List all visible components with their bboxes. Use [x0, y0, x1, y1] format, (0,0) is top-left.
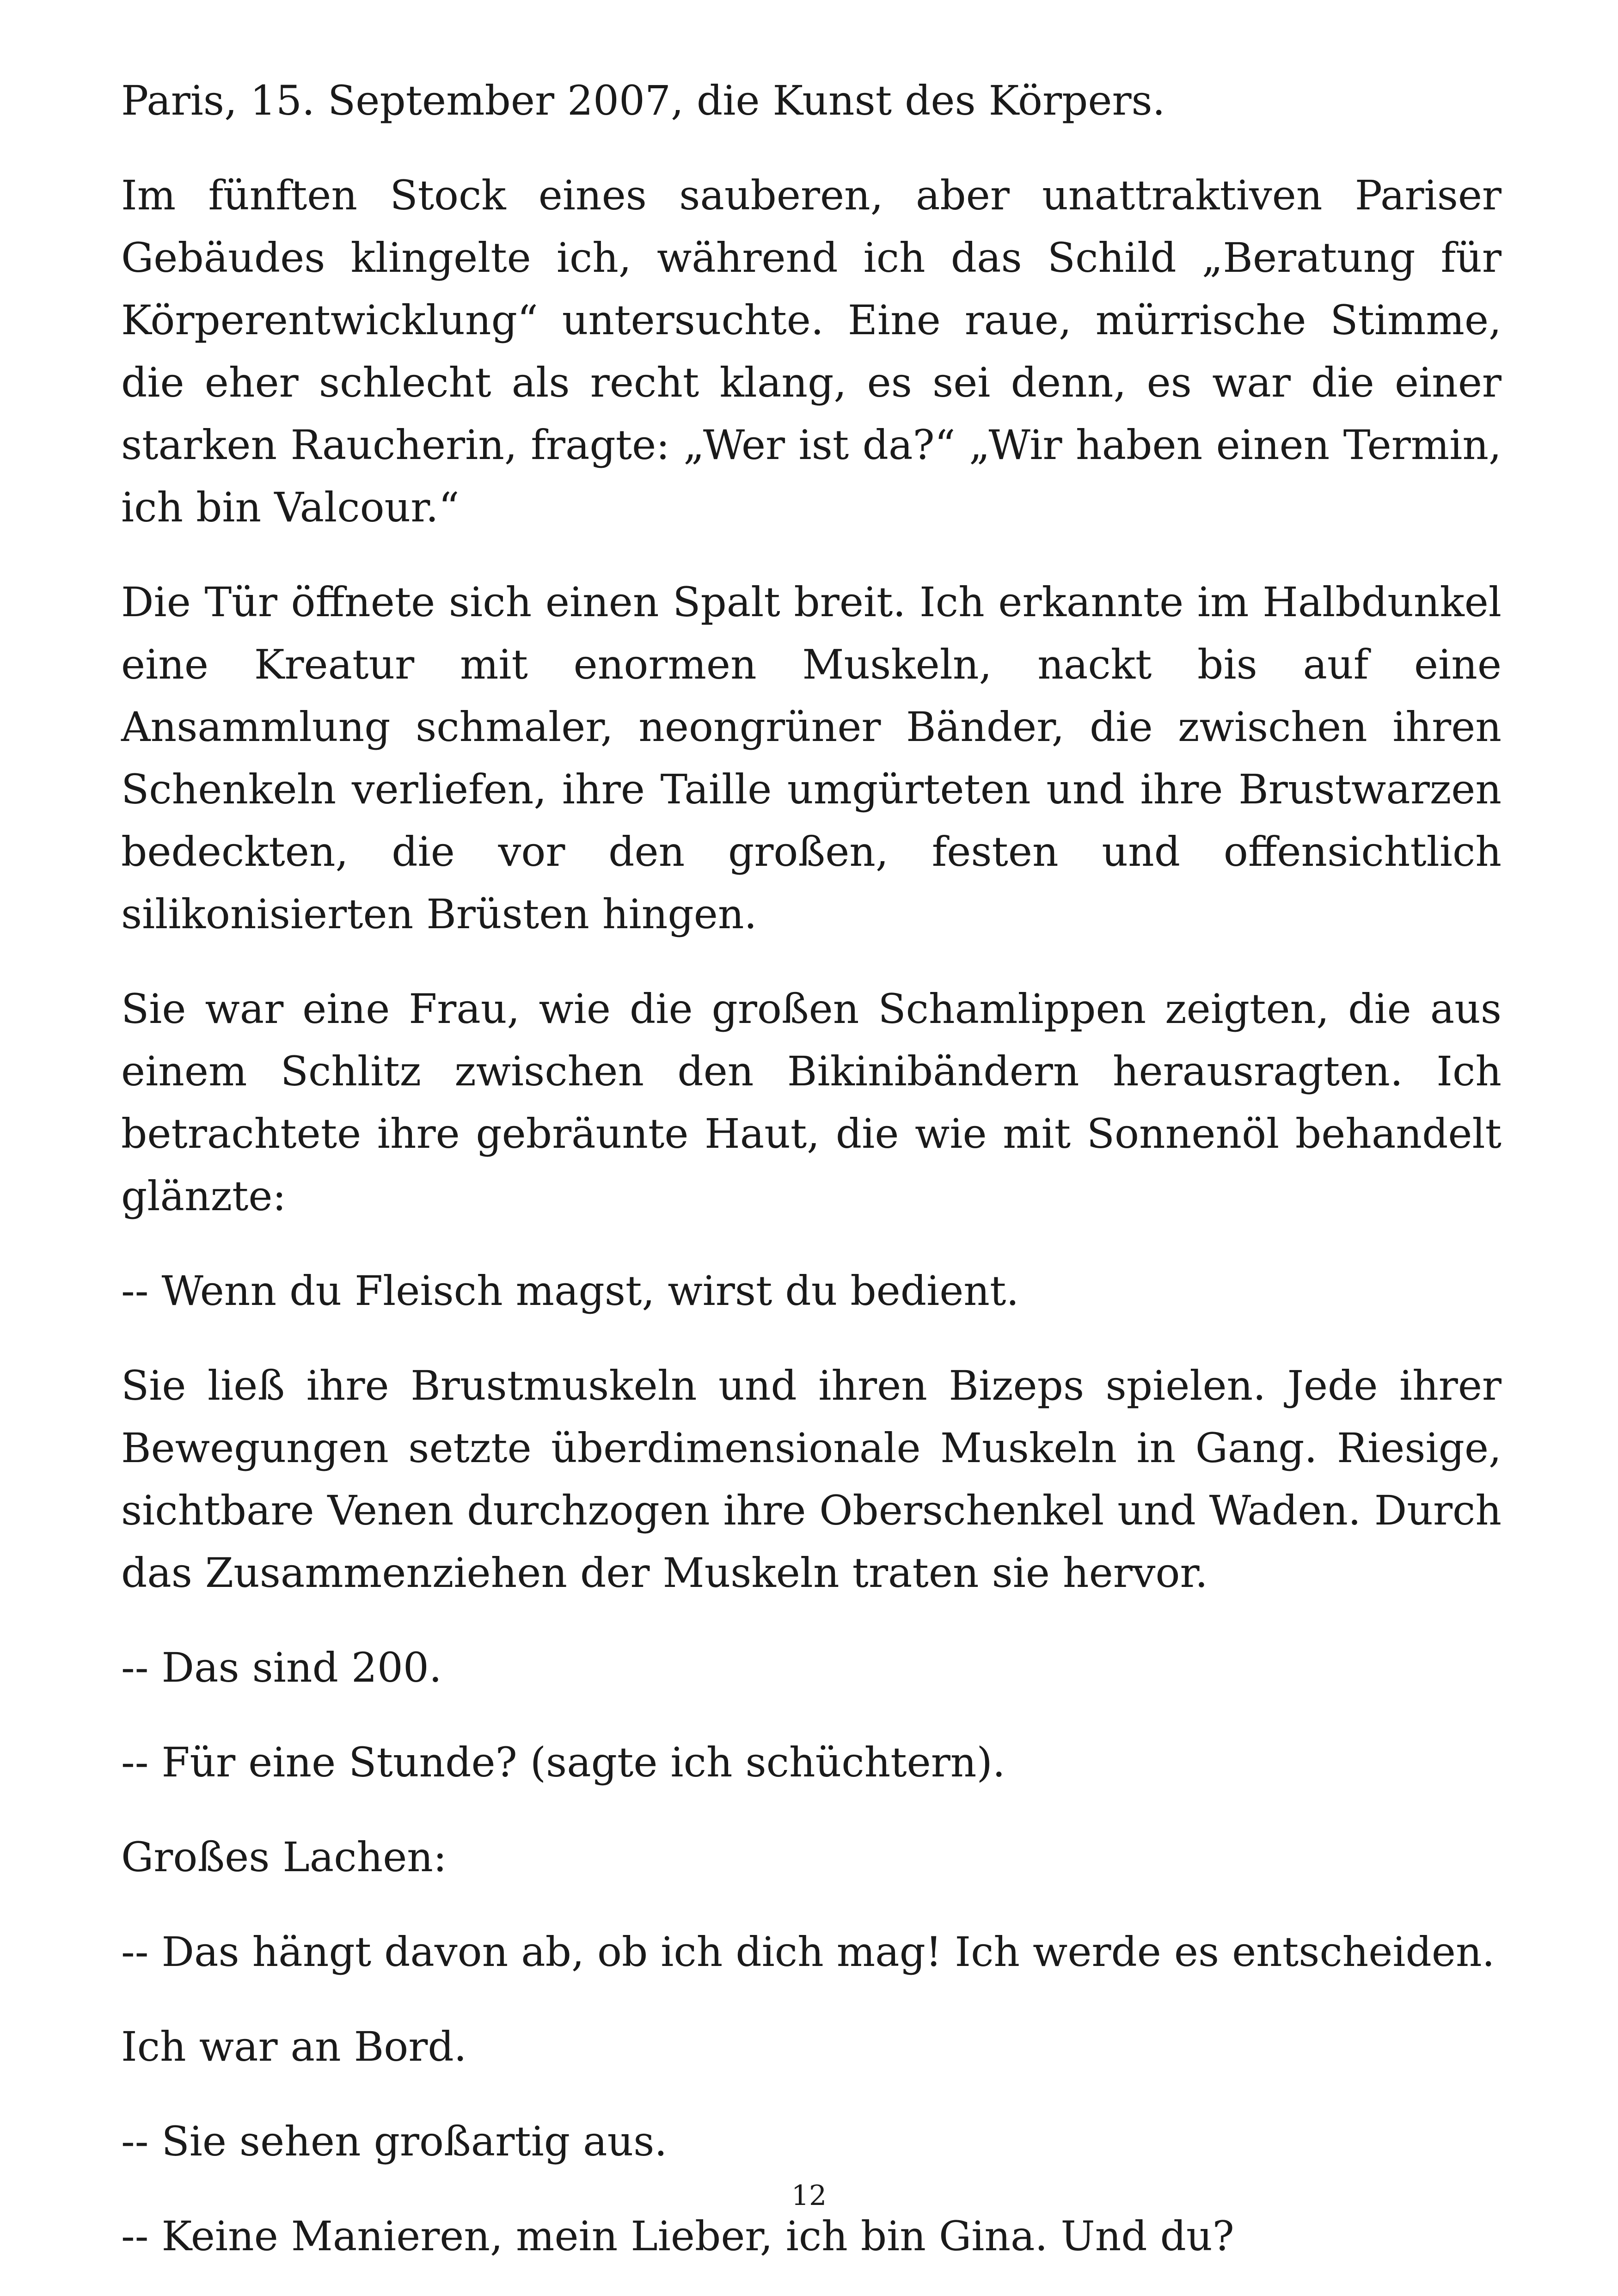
dialogue-line: -- Das hängt davon ab, ob ich dich mag! Ich werde es entscheiden.	[121, 1928, 1495, 1976]
dialogue-line: -- Keine Manieren, mein Lieber, ich bin Gina. Und du?	[121, 2212, 1234, 2260]
paragraph: Im fünften Stock eines sauberen, aber unattraktiven Pariser Gebäudes klingelte ich, während ich das Schild „Beratung für Körperentwicklung“ untersuchte. Eine raue, mürrische Stimme, die eher schlecht als recht klang, es sei denn, es war die einer starken Raucherin, fragte: „Wer ist da?“ „Wir haben einen Termin, ich bin Valcour.“	[121, 171, 1502, 531]
dialogue-line: -- Sie sehen großartig aus.	[121, 2118, 668, 2165]
paragraph: Sie war eine Frau, wie die großen Schamlippen zeigten, die aus einem Schlitz zwischen den Bikinibändern herausragten. Ich betrachtete ihre gebräunte Haut, die wie mit Sonnenöl behandelt glänzte:	[121, 985, 1502, 1220]
page-body	[121, 69, 1502, 2260]
dialogue-line: -- Für eine Stunde? (sagte ich schüchtern).	[121, 1739, 1005, 1786]
paragraph: Ich war an Bord.	[121, 2023, 467, 2070]
page-number: 12	[791, 2180, 827, 2212]
dialogue-line: -- Wenn du Fleisch magst, wirst du bedient.	[121, 1267, 1019, 1315]
paragraph-heading-line: Paris, 15. September 2007, die Kunst des Körpers.	[121, 77, 1165, 124]
dialogue-line: -- Das sind 200.	[121, 1644, 442, 1691]
paragraph: Die Tür öffnete sich einen Spalt breit. Ich erkannte im Halbdunkel eine Kreatur mit enormen Muskeln, nackt bis auf eine Ansammlung schmaler, neongrüner Bänder, die zwischen ihren Schenkeln verliefen, ihre Taille umgürteten und ihre Brustwarzen bedeckten, die vor den großen, festen und offensichtlich silikonisierten Brüsten hingen.	[121, 578, 1502, 938]
paragraph: Großes Lachen:	[121, 1833, 447, 1881]
paragraph: Sie ließ ihre Brustmuskeln und ihren Bizeps spielen. Jede ihrer Bewegungen setzte überdimensionale Muskeln in Gang. Riesige, sichtbare Venen durchzogen ihre Oberschenkel und Waden. Durch das Zusammenziehen der Muskeln traten sie hervor.	[121, 1362, 1502, 1597]
